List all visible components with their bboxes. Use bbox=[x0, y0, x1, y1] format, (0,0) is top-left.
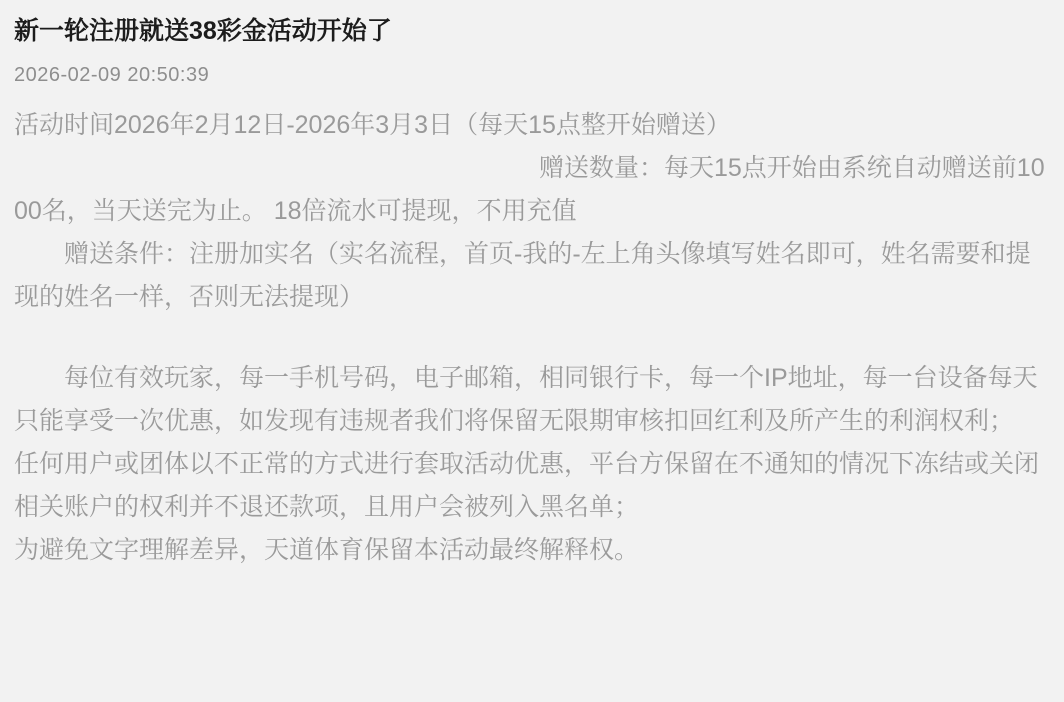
paragraph-activity-time: 活动时间2026年2月12日-2026年3月3日（每天15点整开始赠送） bbox=[14, 111, 731, 139]
paragraph-eligibility bbox=[14, 357, 1046, 443]
publish-timestamp: 2026-02-09 20:50:39 bbox=[14, 64, 210, 86]
paragraph-gift-conditions bbox=[14, 233, 1046, 319]
bottom-divider bbox=[0, 688, 1064, 702]
paragraph-eligibility-text: 每位有效玩家，每一手机号码，电子邮箱，相同银行卡，每一个IP地址，每一台设备每天只能享受一次优惠，如发现有违规者我们将保留无限期审核扣回红利及所产生的利润权利； bbox=[14, 364, 1038, 435]
paragraph-gift-amount-text: 赠送数量：每天15点开始由系统自动赠送前1000名，当天送完为止。 18倍流水可提现，不用充值 bbox=[14, 154, 1045, 225]
paragraph-final-interpretation: 为避免文字理解差异，天道体育保留本活动最终解释权。 bbox=[14, 536, 640, 564]
paragraph-gift-amount bbox=[14, 147, 1046, 233]
page-title: 新一轮注册就送38彩金活动开始了 bbox=[14, 17, 392, 45]
announcement-body bbox=[14, 104, 1046, 572]
paragraph-gift-conditions-text: 赠送条件：注册加实名（实名流程，首页-我的-左上角头像填写姓名即可，姓名需要和提现的姓名一样，否则无法提现） bbox=[14, 240, 1031, 311]
paragraph-abuse-policy: 任何用户或团体以不正常的方式进行套取活动优惠，平台方保留在不通知的情况下冻结或关闭相关账户的权利并不退还款项，且用户会被列入黑名单； bbox=[14, 450, 1040, 521]
